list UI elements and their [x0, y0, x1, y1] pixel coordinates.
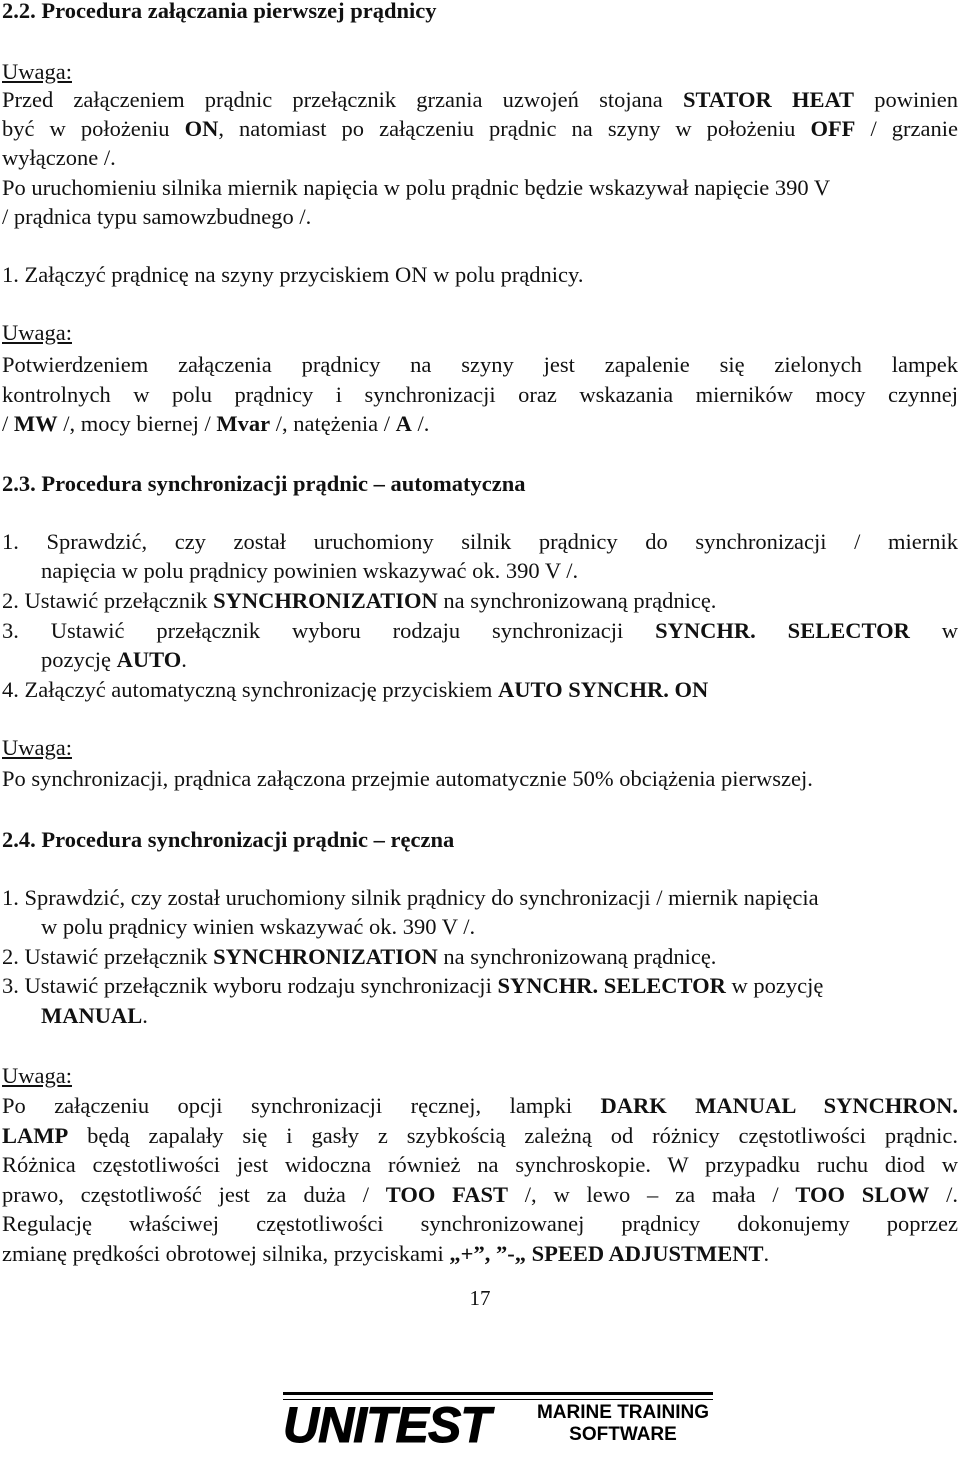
procedure-step: 4. Załączyć automatyczną synchronizację przyciskiem AUTO SYNCHR. ON	[2, 677, 709, 702]
paragraph-line: / MW /, mocy biernej / Mvar /, natężenia / A /.	[2, 411, 430, 436]
logo-rule	[283, 1392, 713, 1395]
procedure-step-cont: pozycję AUTO.	[41, 647, 187, 672]
note-label: Uwaga:	[2, 735, 72, 760]
procedure-step: 2. Ustawić przełącznik SYNCHRONIZATION na synchronizowaną prądnicę.	[2, 944, 717, 969]
marine-training-software-logo	[528, 1402, 718, 1446]
paragraph-line: / prądnica typu samowzbudnego /.	[2, 204, 312, 229]
procedure-step-cont: MANUAL.	[41, 1003, 148, 1028]
paragraph-line: Potwierdzeniem załączenia prądnicy na szyny jest zapalenie się zielonych lampek	[2, 352, 958, 377]
paragraph-line: Regulację właściwej częstotliwości synchronizowanej prądnicy dokonujemy poprzez	[2, 1211, 958, 1236]
logo-line: MARINE TRAINING	[536, 1402, 710, 1423]
paragraph-line: LAMP będą zapalały się i gasły z szybkością zależną od różnicy częstotliwości prądnic.	[2, 1123, 958, 1148]
section-heading-2-4: 2.4. Procedura synchronizacji prądnic – ręczna	[2, 827, 455, 852]
paragraph-line: Przed załączeniem prądnic przełącznik grzania uzwojeń stojana STATOR HEAT powinien	[2, 87, 958, 112]
procedure-step: 1. Sprawdzić, czy został uruchomiony silnik prądnicy do synchronizacji / miernik napięcia	[2, 885, 819, 910]
note-label: Uwaga:	[2, 59, 72, 84]
note-label: Uwaga:	[2, 320, 72, 345]
logo-line: SOFTWARE	[569, 1424, 677, 1445]
procedure-step-cont: napięcia w polu prądnicy powinien wskazywać ok. 390 V /.	[41, 558, 579, 583]
paragraph-line: Różnica częstotliwości jest widoczna również na synchroskopie. W przypadku ruchu diod w	[2, 1152, 958, 1177]
paragraph-line: prawo, częstotliwość jest za duża / TOO FAST /, w lewo – za mała / TOO SLOW /.	[2, 1182, 958, 1207]
procedure-step: 3. Ustawić przełącznik wyboru rodzaju synchronizacji SYNCHR. SELECTOR w pozycję	[2, 973, 824, 998]
paragraph-line: Po uruchomieniu silnika miernik napięcia w polu prądnic będzie wskazywał napięcie 390 V	[2, 175, 831, 200]
paragraph-line: kontrolnych w polu prądnicy i synchronizacji oraz wskazania mierników mocy czynnej	[2, 382, 958, 407]
paragraph-line: wyłączone /.	[2, 145, 116, 170]
procedure-step-cont: w polu prądnicy winien wskazywać ok. 390 V /.	[41, 914, 476, 939]
page-number: 17	[469, 1286, 491, 1310]
paragraph-line: Po załączeniu opcji synchronizacji ręcznej, lampki DARK MANUAL SYNCHRON.	[2, 1093, 958, 1118]
paragraph-line: być w położeniu ON, natomiast po załączeniu prądnic na szyny w położeniu OFF / grzanie	[2, 116, 958, 141]
section-heading-2-3: 2.3. Procedura synchronizacji prądnic – automatyczna	[2, 471, 526, 496]
paragraph-line: Po synchronizacji, prądnica załączona przejmie automatycznie 50% obciążenia pierwszej.	[2, 766, 813, 791]
paragraph-line: zmianę prędkości obrotowej silnika, przyciskami „+”, ”-„ SPEED ADJUSTMENT.	[2, 1241, 770, 1266]
procedure-step: 3. Ustawić przełącznik wyboru rodzaju synchronizacji SYNCHR. SELECTOR w	[2, 618, 958, 643]
note-label: Uwaga:	[2, 1063, 72, 1088]
procedure-step: 1. Załączyć prądnicę na szyny przyciskiem ON w polu prądnicy.	[2, 262, 584, 287]
section-heading-2-2: 2.2. Procedura załączania pierwszej prądnicy	[2, 0, 437, 23]
unitest-logo: UNITEST	[283, 1397, 490, 1453]
procedure-step: 2. Ustawić przełącznik SYNCHRONIZATION na synchronizowaną prądnicę.	[2, 588, 717, 613]
procedure-step: 1. Sprawdzić, czy został uruchomiony silnik prądnicy do synchronizacji / miernik	[2, 529, 958, 554]
